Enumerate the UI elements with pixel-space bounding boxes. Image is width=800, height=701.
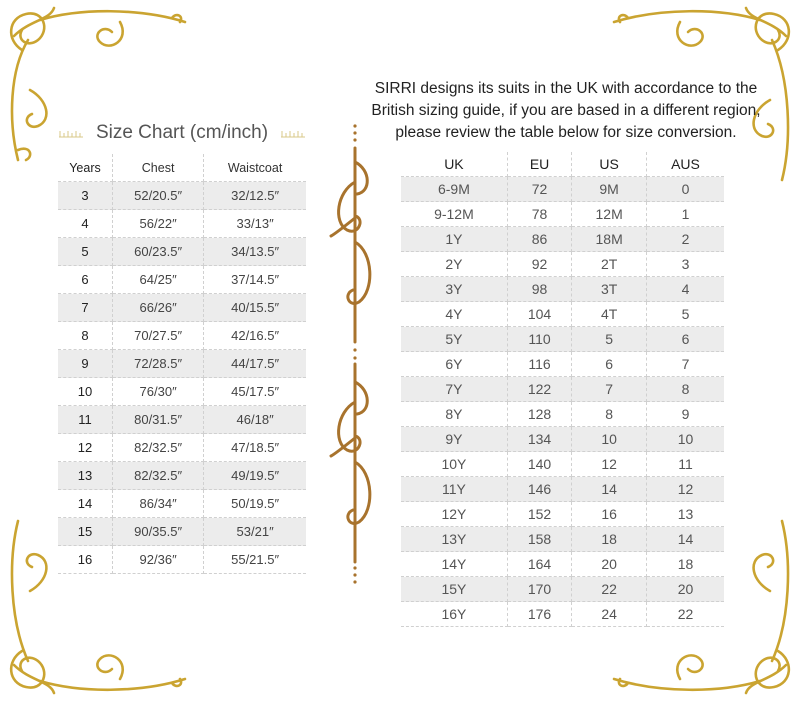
table-cell: 15Y — [401, 577, 507, 602]
table-row — [401, 502, 724, 527]
table-cell: 72 — [507, 177, 571, 202]
table-cell: 40/15.5″ — [204, 294, 306, 322]
table-cell: 18 — [572, 527, 647, 552]
table-row — [58, 546, 306, 574]
table-cell: 76/30″ — [113, 378, 204, 406]
table-cell: 90/35.5″ — [113, 518, 204, 546]
table-cell: 47/18.5″ — [204, 434, 306, 462]
size-conversion-table — [401, 152, 724, 627]
table-cell: 53/21″ — [204, 518, 306, 546]
table-cell: 70/27.5″ — [113, 322, 204, 350]
table-cell: 4T — [572, 302, 647, 327]
table-row — [401, 427, 724, 452]
table-cell: 18 — [646, 552, 724, 577]
table-cell: 18M — [572, 227, 647, 252]
table-cell: 37/14.5″ — [204, 266, 306, 294]
table-cell: 9Y — [401, 427, 507, 452]
table-cell: 66/26″ — [113, 294, 204, 322]
table-row — [58, 406, 306, 434]
table-cell: 82/32.5″ — [113, 462, 204, 490]
table-cell: 16Y — [401, 602, 507, 627]
table-cell: 1Y — [401, 227, 507, 252]
table-row — [58, 238, 306, 266]
table-cell: 6Y — [401, 352, 507, 377]
table-cell: 10Y — [401, 452, 507, 477]
table-cell: 170 — [507, 577, 571, 602]
table-cell: 128 — [507, 402, 571, 427]
table-row — [401, 477, 724, 502]
size-chart-title-row — [58, 122, 306, 144]
table-row — [401, 552, 724, 577]
table-cell: 15 — [58, 518, 113, 546]
table-cell: 11 — [646, 452, 724, 477]
table-cell: 92 — [507, 252, 571, 277]
table-cell: 55/21.5″ — [204, 546, 306, 574]
table-cell: 98 — [507, 277, 571, 302]
table-cell: 12 — [58, 434, 113, 462]
table-cell: 86/34″ — [113, 490, 204, 518]
table-cell: 158 — [507, 527, 571, 552]
table-cell: 2 — [646, 227, 724, 252]
table-cell: 122 — [507, 377, 571, 402]
table-cell: 152 — [507, 502, 571, 527]
column-header-waistcoat: Waistcoat — [204, 154, 306, 182]
table-cell: 8 — [572, 402, 647, 427]
column-header-uk: UK — [401, 152, 507, 177]
table-cell: 134 — [507, 427, 571, 452]
table-header-row — [401, 152, 724, 177]
table-cell: 46/18″ — [204, 406, 306, 434]
column-header-aus: AUS — [646, 152, 724, 177]
table-cell: 11Y — [401, 477, 507, 502]
table-row — [401, 277, 724, 302]
table-cell: 86 — [507, 227, 571, 252]
ruler-icon — [280, 128, 306, 138]
table-cell: 4 — [58, 210, 113, 238]
table-cell: 11 — [58, 406, 113, 434]
table-cell: 24 — [572, 602, 647, 627]
conversion-intro — [370, 78, 762, 144]
table-cell: 10 — [58, 378, 113, 406]
table-row — [58, 322, 306, 350]
table-cell: 146 — [507, 477, 571, 502]
table-cell: 20 — [572, 552, 647, 577]
table-cell: 6-9M — [401, 177, 507, 202]
table-cell: 12 — [646, 477, 724, 502]
table-cell: 56/22″ — [113, 210, 204, 238]
table-row — [401, 402, 724, 427]
table-cell: 12M — [572, 202, 647, 227]
table-cell: 52/20.5″ — [113, 182, 204, 210]
table-cell: 10 — [572, 427, 647, 452]
table-cell: 1 — [646, 202, 724, 227]
table-cell: 10 — [646, 427, 724, 452]
table-row — [401, 177, 724, 202]
column-header-us: US — [572, 152, 647, 177]
table-cell: 20 — [646, 577, 724, 602]
table-cell: 6 — [58, 266, 113, 294]
table-cell: 72/28.5″ — [113, 350, 204, 378]
table-cell: 8Y — [401, 402, 507, 427]
table-row — [401, 252, 724, 277]
table-cell: 64/25″ — [113, 266, 204, 294]
table-cell: 7 — [572, 377, 647, 402]
table-cell: 80/31.5″ — [113, 406, 204, 434]
table-cell: 22 — [572, 577, 647, 602]
table-row — [401, 602, 724, 627]
table-cell: 50/19.5″ — [204, 490, 306, 518]
table-cell: 82/32.5″ — [113, 434, 204, 462]
table-row — [58, 378, 306, 406]
table-row — [401, 202, 724, 227]
table-row — [401, 527, 724, 552]
table-cell: 32/12.5″ — [204, 182, 306, 210]
table-cell: 45/17.5″ — [204, 378, 306, 406]
table-cell: 6 — [646, 327, 724, 352]
table-cell: 3T — [572, 277, 647, 302]
column-header-chest: Chest — [113, 154, 204, 182]
divider-ornament — [325, 122, 385, 592]
table-row — [401, 327, 724, 352]
table-cell: 13Y — [401, 527, 507, 552]
column-header-eu: EU — [507, 152, 571, 177]
table-row — [401, 302, 724, 327]
table-cell: 7 — [58, 294, 113, 322]
size-chart-table — [58, 154, 306, 574]
table-cell: 6 — [572, 352, 647, 377]
corner-ornament-top-left — [0, 0, 190, 170]
table-cell: 34/13.5″ — [204, 238, 306, 266]
table-cell: 14 — [646, 527, 724, 552]
table-cell: 12Y — [401, 502, 507, 527]
table-row — [58, 210, 306, 238]
table-cell: 5 — [58, 238, 113, 266]
table-cell: 116 — [507, 352, 571, 377]
table-cell: 9-12M — [401, 202, 507, 227]
table-cell: 14 — [572, 477, 647, 502]
table-cell: 22 — [646, 602, 724, 627]
table-cell: 13 — [646, 502, 724, 527]
table-row — [58, 462, 306, 490]
column-header-years: Years — [58, 154, 113, 182]
table-cell: 42/16.5″ — [204, 322, 306, 350]
table-row — [401, 577, 724, 602]
table-cell: 8 — [58, 322, 113, 350]
table-cell: 5Y — [401, 327, 507, 352]
table-cell: 44/17.5″ — [204, 350, 306, 378]
table-cell: 9 — [58, 350, 113, 378]
table-cell: 9 — [646, 402, 724, 427]
table-cell: 13 — [58, 462, 113, 490]
table-row — [58, 266, 306, 294]
table-row — [401, 227, 724, 252]
table-cell: 4 — [646, 277, 724, 302]
size-chart-title: Size Chart (cm/inch) — [95, 122, 269, 143]
table-row — [58, 490, 306, 518]
table-cell: 3Y — [401, 277, 507, 302]
table-cell: 0 — [646, 177, 724, 202]
table-cell: 2T — [572, 252, 647, 277]
intro-line: SIRRI designs its suits in the UK with accordance to the — [374, 80, 758, 97]
table-cell: 7Y — [401, 377, 507, 402]
table-cell: 164 — [507, 552, 571, 577]
table-cell: 176 — [507, 602, 571, 627]
table-row — [58, 350, 306, 378]
table-cell: 140 — [507, 452, 571, 477]
table-cell: 5 — [646, 302, 724, 327]
table-cell: 8 — [646, 377, 724, 402]
table-cell: 14Y — [401, 552, 507, 577]
table-cell: 49/19.5″ — [204, 462, 306, 490]
table-cell: 104 — [507, 302, 571, 327]
table-cell: 78 — [507, 202, 571, 227]
table-header-row — [58, 154, 306, 182]
table-row — [401, 452, 724, 477]
table-cell: 16 — [58, 546, 113, 574]
table-cell: 92/36″ — [113, 546, 204, 574]
table-cell: 4Y — [401, 302, 507, 327]
table-cell: 3 — [58, 182, 113, 210]
table-cell: 16 — [572, 502, 647, 527]
table-row — [401, 377, 724, 402]
table-row — [58, 518, 306, 546]
ruler-icon — [58, 128, 84, 138]
table-row — [58, 294, 306, 322]
table-cell: 33/13″ — [204, 210, 306, 238]
table-row — [58, 182, 306, 210]
table-cell: 3 — [646, 252, 724, 277]
table-cell: 60/23.5″ — [113, 238, 204, 266]
table-cell: 9M — [572, 177, 647, 202]
table-cell: 2Y — [401, 252, 507, 277]
table-cell: 5 — [572, 327, 647, 352]
table-cell: 12 — [572, 452, 647, 477]
table-row — [58, 434, 306, 462]
intro-line: please review the table below for size conversion. — [395, 124, 737, 141]
table-row — [401, 352, 724, 377]
table-cell: 110 — [507, 327, 571, 352]
table-cell: 14 — [58, 490, 113, 518]
table-cell: 7 — [646, 352, 724, 377]
intro-line: British sizing guide, if you are based in a different region, — [371, 102, 761, 119]
